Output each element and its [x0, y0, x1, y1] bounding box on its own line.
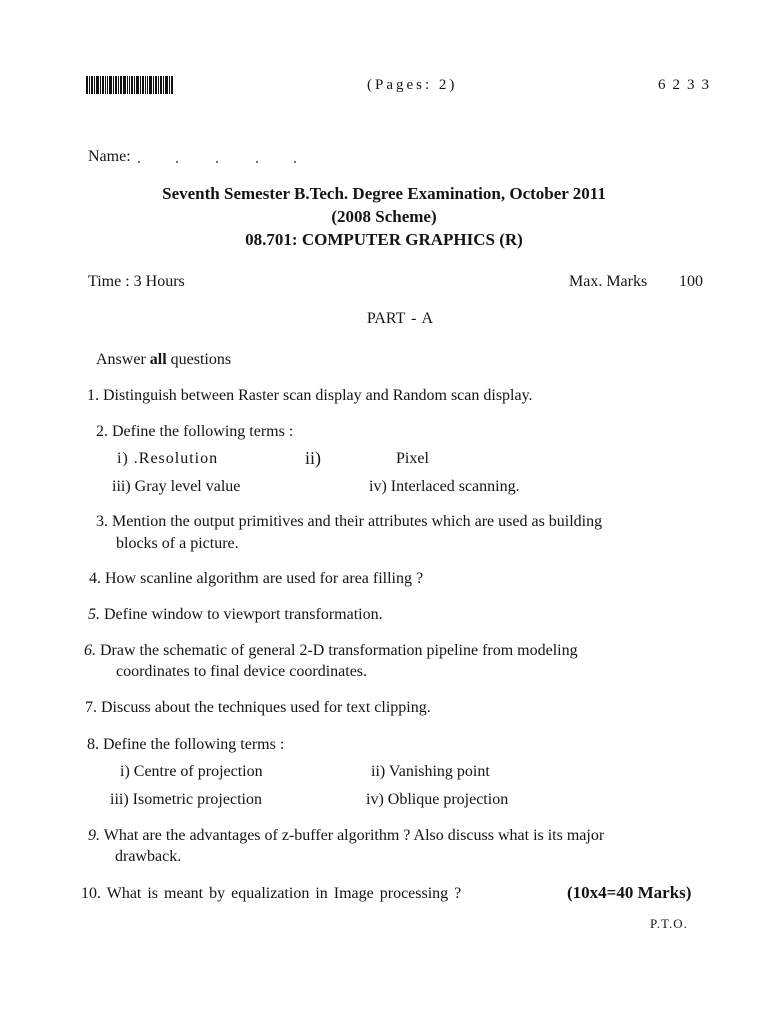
instruction-prefix: Answer: [96, 351, 150, 368]
course-title: 08.701: COMPUTER GRAPHICS (R): [245, 230, 523, 249]
question-6-text: Draw the schematic of general 2-D transformation pipeline from modeling: [100, 642, 578, 659]
question-9-line-1: [88, 827, 604, 845]
question-2-item-iv: iv) Interlaced scanning.: [369, 478, 520, 495]
question-6-number: 6.: [84, 642, 96, 659]
question-8-item-i: i) Centre of projection: [120, 763, 263, 780]
name-dotted-line: [137, 160, 307, 164]
paper-code: 6233: [658, 77, 716, 93]
question-2-item-i: i) .Resolution: [117, 450, 219, 467]
part-a-marks: (10x4=40 Marks): [567, 883, 692, 902]
question-7: 7. Discuss about the techniques used for text clipping.: [85, 699, 431, 716]
question-8-item-iii: iii) Isometric projection: [110, 791, 262, 808]
page-count: (Pages: 2): [367, 77, 458, 93]
question-9-line-2: drawback.: [115, 848, 182, 865]
question-5-text: Define window to viewport transformation.: [104, 606, 383, 623]
question-4: 4. How scanline algorithm are used for area filling ?: [89, 570, 424, 587]
question-10: 10. What is meant by equalization in Image processing ?: [81, 885, 462, 902]
question-5: [88, 606, 383, 624]
instruction-suffix: questions: [166, 351, 232, 368]
question-2-item-ii: Pixel: [396, 450, 429, 467]
question-6-line-2: coordinates to final device coordinates.: [116, 663, 368, 680]
question-9-text: What are the advantages of z-buffer algorithm ? Also discuss what is its major: [103, 827, 605, 844]
question-2: 2. Define the following terms :: [96, 423, 294, 440]
instruction: [96, 351, 231, 369]
question-8: 8. Define the following terms :: [87, 736, 285, 753]
exam-scheme: (2008 Scheme): [331, 207, 437, 226]
time-label: Time : 3 Hours: [88, 273, 185, 290]
question-2-item-ii-label: ii): [305, 448, 321, 468]
question-1: 1. Distinguish between Raster scan display and Random scan display.: [87, 387, 533, 404]
exam-title: Seventh Semester B.Tech. Degree Examination, October 2011: [162, 184, 606, 203]
part-heading: PART - A: [366, 310, 434, 327]
instruction-bold: all: [149, 351, 167, 368]
question-8-item-ii: ii) Vanishing point: [371, 763, 490, 780]
max-marks-label: Max. Marks: [569, 273, 648, 290]
question-3-line-1: 3. Mention the output primitives and their attributes which are used as building: [96, 513, 603, 530]
name-label: Name:: [88, 148, 131, 165]
barcode-image: [86, 76, 174, 94]
question-5-number: 5.: [88, 606, 100, 623]
question-8-item-iv: iv) Oblique projection: [366, 791, 509, 808]
question-2-item-iii: iii) Gray level value: [112, 478, 241, 495]
question-3-line-2: blocks of a picture.: [116, 535, 239, 552]
question-9-number: 9.: [88, 827, 100, 844]
page-turn-note: P.T.O.: [650, 916, 688, 931]
question-6-line-1: [84, 642, 578, 660]
max-marks-value: 100: [679, 273, 703, 290]
